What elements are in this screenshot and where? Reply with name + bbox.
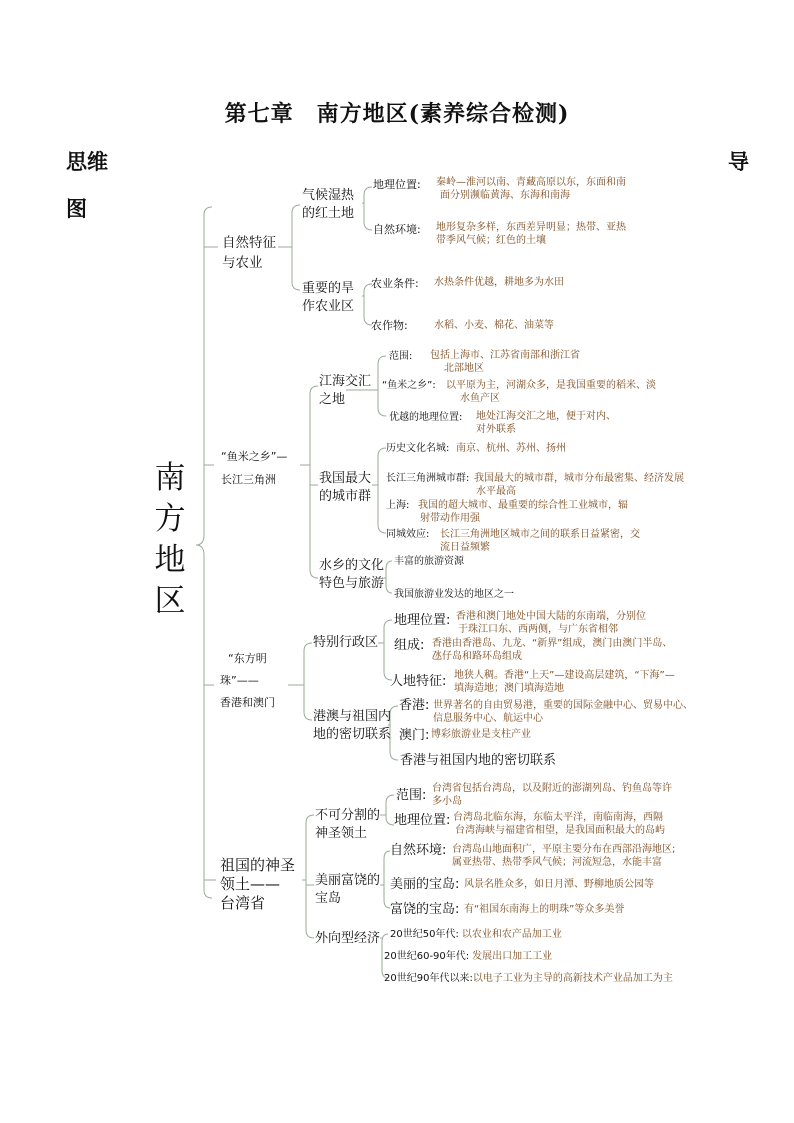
node-label-line1: 不可分割的	[315, 808, 381, 823]
econ-stage-1	[390, 927, 562, 942]
branch-yangtze-delta	[221, 449, 287, 487]
page-title: 第七章 南方地区(素养综合检测)	[224, 101, 570, 127]
node-label-line2: 的红土地	[302, 206, 355, 221]
detail-line: 信息服务中心、航运中心	[433, 713, 543, 724]
node-label-line2: 特色与旅游	[319, 576, 385, 591]
econ-stage-label: 20世纪60-90年代:	[384, 951, 470, 962]
section-heading-right: 导	[728, 149, 749, 174]
label-tw-env: 自然环境:	[390, 843, 447, 858]
detail-line: 台湾岛山地面积广，平原主要分布在西部沿海地区;	[452, 844, 676, 855]
branch-label-line1: 自然特征	[222, 235, 276, 251]
detail-line: 包括上海市、江苏省南部和浙江省	[430, 350, 580, 361]
label-geo-location: 地理位置:	[373, 178, 421, 191]
detail-tw-range	[432, 782, 672, 808]
detail-line: 水平最高	[476, 486, 516, 497]
detail-line: 我国最大的城市群，城市分布最密集、经济发展	[474, 473, 684, 484]
detail-range	[430, 349, 580, 375]
node-label-line2: 的城市群	[319, 489, 372, 504]
detail-line: 长江三角洲地区城市之间的联系日益紧密，交	[440, 529, 640, 540]
detail-macao: 博彩旅游业是支柱产业	[431, 729, 531, 740]
branch-label-line1: 祖国的神圣	[220, 856, 296, 874]
label-natural-env: 自然环境:	[373, 223, 421, 236]
detail-line: 填海造地；澳门填海造地	[454, 683, 564, 694]
detail-city-group	[474, 472, 684, 498]
detail-hk-location	[456, 610, 646, 636]
econ-stage-label: 20世纪50年代:	[390, 929, 459, 940]
detail-line: 台湾岛北临东海，东临太平洋，南临南海，西隔	[453, 812, 663, 823]
node-label-line1: 水乡的文化	[319, 558, 385, 573]
node-water-town-tourism	[319, 557, 384, 593]
detail-line: 面分别濒临黄海、东海和南海	[440, 190, 570, 201]
label-composition: 组成:	[394, 638, 425, 653]
detail-line: 射带动作用强	[420, 513, 480, 524]
detail-land-people	[454, 669, 675, 695]
node-export-economy: 外向型经济	[315, 931, 381, 946]
label-range: 范围:	[389, 351, 413, 362]
detail-line: 流日益频繁	[440, 542, 490, 553]
detail-line: 地形复杂多样，东西差异明显；热带、亚热	[436, 222, 626, 233]
section-heading-left-2: 图	[66, 196, 87, 221]
node-label-line2: 地的密切联系	[313, 727, 392, 742]
detail-tw-location	[453, 811, 665, 837]
branch-taiwan	[220, 856, 295, 913]
detail-line: 香港由香港岛、九龙、“新界”组成，澳门由澳门半岛、	[432, 638, 673, 649]
node-label-line1: 重要的旱	[302, 281, 355, 296]
node-label-line1: 气候湿热	[302, 188, 355, 203]
node-dry-farming	[302, 280, 354, 316]
econ-stage-detail: 以农业和农产品加工业	[461, 929, 562, 940]
branch-label-line2: 领土——	[220, 875, 281, 893]
node-river-sea-junction	[319, 373, 371, 409]
node-beautiful-rich-island	[315, 872, 380, 908]
node-humid-red-land	[302, 187, 354, 223]
node-sar: 特别行政区	[313, 635, 379, 650]
detail-line: 水鱼产区	[460, 393, 500, 404]
branch-label-line1: “东方明	[228, 652, 267, 665]
node-hk-mainland-links: 香港与祖国内地的密切联系	[400, 753, 557, 768]
branch-label-line3: 香港和澳门	[220, 696, 275, 709]
detail-line: 地狭人稠。香港“上天”—建设高层建筑，“下海”—	[454, 670, 675, 681]
detail-agri-conditions: 水热条件优越，耕地多为水田	[434, 277, 564, 288]
branch-label-line2: 珠”——	[220, 674, 259, 687]
detail-historic-cities: 南京、杭州、苏州、扬州	[456, 443, 566, 454]
econ-stage-2	[384, 949, 552, 964]
node-inseparable-territory	[315, 807, 380, 843]
label-shanghai: 上海:	[386, 500, 410, 511]
label-city-effect: 同城效应:	[386, 529, 430, 540]
label-tw-location: 地理位置:	[394, 813, 451, 828]
detail-geo-location	[436, 176, 626, 202]
section-heading-left: 思维	[66, 149, 108, 174]
branch-label-line3: 台湾省	[220, 894, 266, 912]
node-largest-city-group	[319, 470, 371, 506]
node-label-line2: 宝岛	[315, 891, 342, 906]
econ-stage-detail: 发展出口加工工业	[472, 951, 553, 962]
node-label-line1: 江海交汇	[319, 374, 372, 389]
detail-line: 香港和澳门地处中国大陆的东南端，分别位	[456, 611, 646, 622]
label-historic-cities: 历史文化名城:	[386, 443, 450, 454]
node-label-line1: 美丽富饶的	[315, 873, 381, 888]
detail-line: 属亚热带、热带季风气候；河流短急，水能丰富	[452, 857, 662, 868]
detail-hongkong	[433, 699, 693, 725]
detail-line: 台湾省包括台湾岛，以及附近的澎湖列岛、钓鱼岛等许	[432, 783, 672, 794]
detail-line: 台湾海峡与福建省相望，是我国面积最大的岛屿	[455, 825, 665, 836]
detail-fish-rice	[446, 379, 656, 405]
detail-composition	[432, 637, 672, 663]
branch-label-line2: 长江三角洲	[221, 473, 276, 486]
label-rich-island: 富饶的宝岛:	[390, 902, 460, 917]
econ-stage-label: 20世纪90年代以来:	[384, 973, 473, 984]
label-fish-rice: “鱼米之乡”:	[382, 380, 436, 391]
branch-label-line1: “鱼米之乡”—	[221, 450, 288, 463]
label-city-group: 长江三角洲城市群:	[386, 473, 470, 484]
node-close-links	[313, 708, 391, 744]
detail-line: 于珠江口东、西两侧，与广东省相邻	[458, 624, 618, 635]
detail-line: 秦岭—淮河以南、青藏高原以东，东面和南	[436, 177, 626, 188]
detail-line: 北部地区	[444, 363, 484, 374]
detail-advantage	[476, 410, 616, 436]
node-label-line2: 神圣领土	[315, 826, 368, 841]
root-node: 南方地区	[154, 460, 186, 619]
label-agri-conditions: 农业条件:	[371, 277, 419, 290]
detail-line: 氹仔岛和路环岛组成	[432, 651, 522, 662]
label-beautiful-island: 美丽的宝岛:	[390, 877, 460, 892]
label-macao: 澳门:	[399, 728, 430, 743]
econ-stage-detail: 以电子工业为主导的高新技术产业品加工为主	[472, 973, 673, 984]
detail-line: 带季风气候；红色的土壤	[436, 235, 546, 246]
detail-shanghai	[418, 499, 628, 525]
detail-line: 世界著名的自由贸易港，重要的国际金融中心、贸易中心、	[433, 700, 693, 711]
detail-tourism-resources: 丰富的旅游资源	[394, 556, 464, 567]
detail-city-effect	[440, 528, 640, 554]
detail-line: 以平原为主，河湖众多，是我国重要的稻米、淡	[446, 380, 656, 391]
node-label-line1: 我国最大	[319, 471, 372, 486]
detail-crops: 水稻、小麦、棉花、油菜等	[434, 320, 554, 331]
branch-label-line2: 与农业	[222, 255, 263, 271]
econ-stage-3	[384, 971, 673, 986]
label-hongkong: 香港:	[399, 698, 430, 713]
label-hk-location: 地理位置:	[394, 613, 451, 628]
detail-rich-island: 有“祖国东南海上的明珠”等众多美誉	[464, 904, 625, 915]
label-advantage: 优越的地理位置:	[389, 412, 463, 423]
node-label-line2: 作农业区	[302, 299, 355, 314]
detail-line: 地处江海交汇之地，便于对内、	[476, 411, 616, 422]
detail-line: 对外联系	[476, 424, 516, 435]
branch-natural-features	[222, 233, 276, 273]
label-tw-range: 范围:	[396, 788, 427, 803]
detail-tw-env	[452, 843, 675, 869]
label-land-people: 人地特征:	[390, 674, 447, 689]
node-label-line2: 之地	[319, 392, 346, 407]
branch-hk-macao	[220, 651, 275, 710]
node-label-line1: 港澳与祖国内	[313, 709, 392, 724]
detail-line: 我国的超大城市、最重要的综合性工业城市，辐	[418, 500, 628, 511]
detail-line: 多小岛	[432, 796, 462, 807]
detail-beautiful-island: 风景名胜众多，如日月潭、野柳地质公园等	[464, 879, 654, 890]
detail-tourism-developed: 我国旅游业发达的地区之一	[394, 589, 514, 600]
detail-natural-env	[436, 221, 626, 247]
label-crops: 农作物:	[371, 319, 408, 332]
